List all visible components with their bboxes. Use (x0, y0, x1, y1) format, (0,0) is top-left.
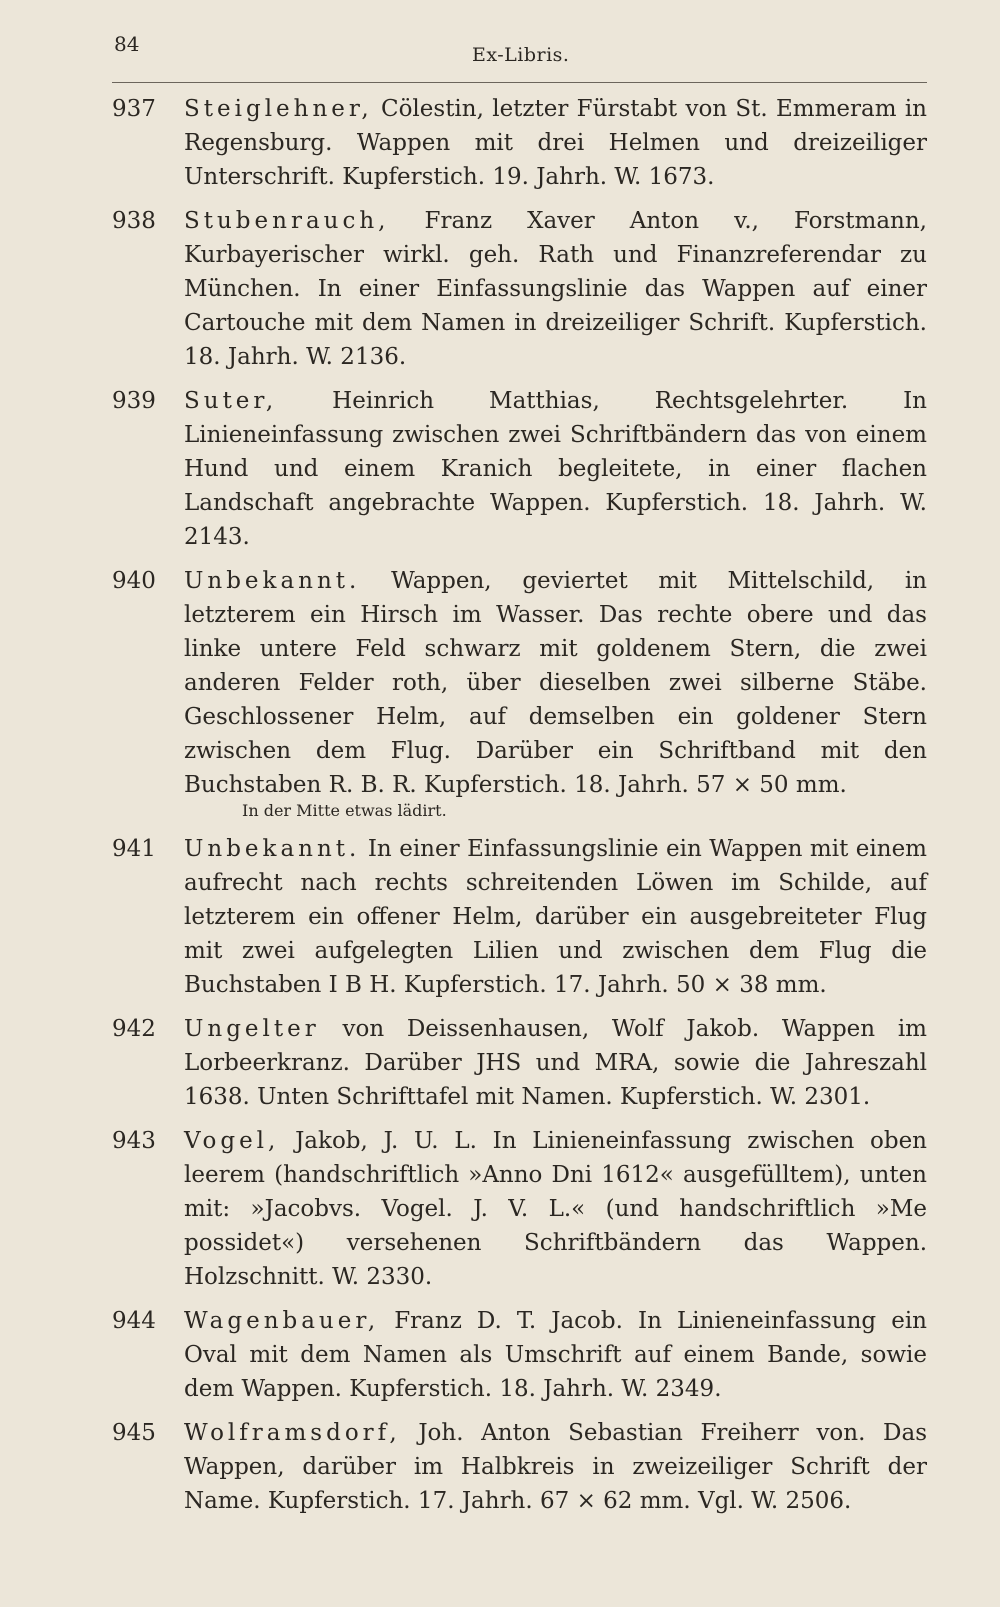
entry-number: 942 (112, 1016, 156, 1042)
entry-number: 945 (112, 1420, 156, 1446)
entry-description: Wappen, geviertet mit Mittelschild, in letzterem ein Hirsch im Wasser. Das rechte obere und das linke untere Feld schwarz mit goldenem Stern, die zwei anderen Felder roth, über dieselben zwei silberne Stäbe. Geschlossener Helm, auf demselben ein goldener Stern zwischen dem Flug. Darüber ein Schriftband mit den Buchstaben R. B. R. Kupferstich. 18. Jahrh. 57 × 50 mm. (184, 568, 927, 798)
entry-name: Unbekannt. (184, 836, 361, 862)
entry-number: 941 (112, 836, 156, 862)
entry-number: 938 (112, 208, 156, 234)
entry-description: Joh. Anton Sebastian Freiherr von. Das Wappen, darüber im Halbkreis in zweizeiliger Schrift der Name. Kupferstich. 17. Jahrh. 67 × 62 mm. Vgl. W. 2506. (184, 1420, 927, 1514)
entry-name: Suter, (184, 388, 278, 414)
entry-name: Steiglehner, (184, 96, 373, 122)
catalog-entry-941 (102, 832, 927, 1002)
entry-number: 940 (112, 568, 156, 594)
entry-description: Heinrich Matthias, Rechtsgelehrter. In Linieneinfassung zwischen zwei Schriftbändern das von einem Hund und einem Kranich begleitete, in einer flachen Landschaft angebrachte Wappen. Kupferstich. 18. Jahrh. W. 2143. (184, 388, 927, 550)
entry-name: Vogel, (184, 1128, 280, 1154)
catalog-entries (102, 92, 927, 1528)
entry-number: 943 (112, 1128, 156, 1154)
catalog-entry-939 (102, 384, 927, 554)
entry-name: Wagenbauer, (184, 1308, 380, 1334)
entry-description: Cölestin, letzter Fürstabt von St. Emmeram in Regensburg. Wappen mit drei Helmen und dreizeiliger Unterschrift. Kupferstich. 19. Jahrh. W. 1673. (184, 96, 927, 190)
running-title: Ex-Libris. (472, 44, 570, 66)
catalog-entry-943 (102, 1124, 927, 1294)
entry-description: Franz Xaver Anton v., Forstmann, Kurbayerischer wirkl. geh. Rath und Finanzreferendar zu München. In einer Einfassungslinie das Wappen auf einer Cartouche mit dem Namen in dreizeiliger Schrift. Kupferstich. 18. Jahrh. W. 2136. (184, 208, 927, 370)
entry-number: 944 (112, 1308, 156, 1334)
catalog-entry-937 (102, 92, 927, 194)
page-number: 84 (114, 32, 140, 56)
entry-description: von Deissenhausen, Wolf Jakob. Wappen im Lorbeerkranz. Darüber JHS und MRA, sowie die Jahreszahl 1638. Unten Schrifttafel mit Namen. Kupferstich. W. 2301. (184, 1016, 927, 1110)
entry-name: Wolframsdorf, (184, 1420, 401, 1446)
entry-note: In der Mitte etwas lädirt. (242, 801, 447, 820)
entry-description: Franz D. T. Jacob. In Linieneinfassung ein Oval mit dem Namen als Umschrift auf einem Bande, sowie dem Wappen. Kupferstich. 18. Jahrh. W. 2349. (184, 1308, 927, 1402)
entry-name: Ungelter (184, 1016, 320, 1042)
entry-description: Jakob, J. U. L. In Linieneinfassung zwischen oben leerem (handschriftlich »Anno Dni 1612« ausgefülltem), unten mit: »Jacobvs. Vogel. J. V. L.« (und handschriftlich »Me possidet«) versehenen Schriftbändern das Wappen. Holzschnitt. W. 2330. (184, 1128, 927, 1290)
catalog-entry-945 (102, 1416, 927, 1518)
entry-description: In einer Einfassungslinie ein Wappen mit einem aufrecht nach rechts schreitenden Löwen im Schilde, auf letzterem ein offener Helm, darüber ein ausgebreiteter Flug mit zwei aufgelegten Lilien und zwischen dem Flug die Buchstaben I B H. Kupferstich. 17. Jahrh. 50 × 38 mm. (184, 836, 927, 998)
entry-number: 937 (112, 96, 156, 122)
catalog-entry-938 (102, 204, 927, 374)
catalog-entry-944 (102, 1304, 927, 1406)
entry-number: 939 (112, 388, 156, 414)
catalog-entry-940 (102, 564, 927, 822)
page-header (112, 30, 927, 83)
entry-name: Stubenrauch, (184, 208, 390, 234)
catalog-entry-942 (102, 1012, 927, 1114)
entry-name: Unbekannt. (184, 568, 361, 594)
